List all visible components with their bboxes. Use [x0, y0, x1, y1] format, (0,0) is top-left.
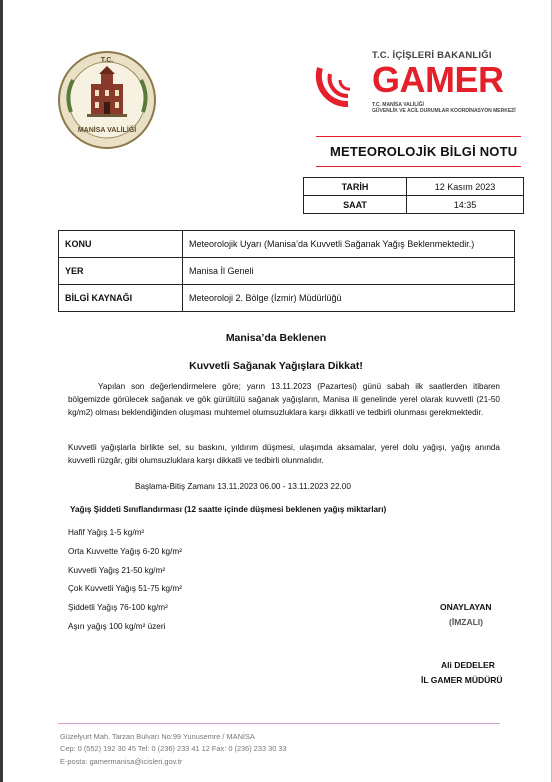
- paragraph-1: Yapılan son değerlendirmelere göre; yarın 13.11.2023 (Pazartesi) günü sabah ilk saatlerden itibaren bölgemizde görülecek sağanak ve gök gürültülü sağanak yağışların, Manisa ili genelinde yerel olarak kuvvetli (21-50 kg/m2) olması beklendiğinden oluşması muhtemel olumsuzluklara karşı dikkatli ve tedbirli olunması gerekmektedir.: [68, 382, 500, 418]
- time-value: 14:35: [407, 196, 524, 214]
- footer-email: E-posta: gamermanisa@icisleri.gov.tr: [60, 757, 183, 766]
- title-rule-top: [316, 136, 521, 137]
- brand-subtitle-2: GÜVENLİK VE ACİL DURUMLAR KOORDİNASYON MERKEZİ: [372, 108, 516, 114]
- date-label: TARİH: [304, 178, 407, 196]
- source-label: BİLGİ KAYNAĞI: [59, 285, 183, 312]
- class-item: Aşırı yağış 100 kg/m² üzeri: [68, 622, 166, 631]
- date-time-table: [303, 177, 524, 214]
- subject-value: Meteorolojik Uyarı (Manisa’da Kuvvetli Sağanak Yağış Beklenmektedir.): [183, 231, 515, 258]
- footer-phones: Cep: 0 (552) 192 30 45 Tel: 0 (236) 233 41 12 Fax: 0 (236) 233 30 33: [60, 744, 287, 753]
- class-item: Orta Kuvvette Yağış 6-20 kg/m²: [68, 547, 182, 556]
- approval-signed: (İMZALI): [449, 617, 483, 627]
- location-label: YER: [59, 258, 183, 285]
- approver-role: İL GAMER MÜDÜRÜ: [421, 675, 503, 685]
- info-table: [58, 230, 515, 312]
- date-value: 12 Kasım 2023: [407, 178, 524, 196]
- class-item: Hafif Yağış 1-5 kg/m²: [68, 528, 145, 537]
- footer-address: Güzelyurt Mah. Tarzan Bulvarı No:99 Yunusemre / MANİSA: [60, 732, 255, 741]
- paragraph-2: Kuvvetli yağışlarla birlikte sel, su baskını, yıldırım düşmesi, ulaşımda aksamalar, yerel dolu yağışı, yağış anında kuvvetli rüzgâr, gibi olumsuzluklara karşı dikkatli ve tedbirli olunmalıdır.: [68, 443, 500, 466]
- time-row: [304, 196, 524, 214]
- approval-label: ONAYLAYAN: [440, 602, 492, 612]
- document-title: METEOROLOJİK BİLGİ NOTU: [330, 144, 518, 159]
- brand-name: GAMER: [372, 59, 504, 100]
- class-item: Şiddetli Yağış 76-100 kg/m²: [68, 603, 168, 612]
- footer-rule: [58, 723, 500, 724]
- title-rule-bottom: [316, 166, 521, 167]
- headline-2: Kuvvetli Sağanak Yağışlara Dikkat!: [189, 360, 363, 372]
- ministry-label: T.C. İÇİŞLERİ BAKANLIĞI: [372, 50, 492, 61]
- class-item: Çok Kuvvetli Yağış 51-75 kg/m²: [68, 584, 182, 593]
- info-row-source: [59, 285, 515, 312]
- seal-bottom-text: MANİSA VALİLİĞİ: [77, 127, 137, 134]
- headline-1: Manisa’da Beklenen: [225, 332, 327, 344]
- seal-top-text: T.C.: [100, 57, 114, 64]
- page-left-border: [0, 0, 3, 782]
- gamer-emblem-icon: [312, 60, 372, 110]
- gamer-logo: [312, 50, 522, 125]
- class-item: Kuvvetli Yağış 21-50 kg/m²: [68, 566, 166, 575]
- info-row-location: [59, 258, 515, 285]
- location-value: Manisa İl Geneli: [183, 258, 515, 285]
- manisa-valiligi-seal: [57, 50, 157, 150]
- time-label: SAAT: [304, 196, 407, 214]
- info-row-subject: [59, 231, 515, 258]
- date-row: [304, 178, 524, 196]
- subject-label: KONU: [59, 231, 183, 258]
- timing-line: Başlama-Bitiş Zamanı 13.11.2023 06.00 - 13.11.2023 22.00: [135, 482, 351, 491]
- approver-name: Ali DEDELER: [441, 660, 495, 670]
- source-value: Meteoroloji 2. Bölge (İzmir) Müdürlüğü: [183, 285, 515, 312]
- brand-subtitle-1: T.C. MANİSA VALİLİĞİ: [372, 102, 424, 108]
- classification-title: Yağış Şiddeti Sınıflandırması (12 saatte içinde düşmesi beklenen yağış miktarları): [70, 505, 387, 514]
